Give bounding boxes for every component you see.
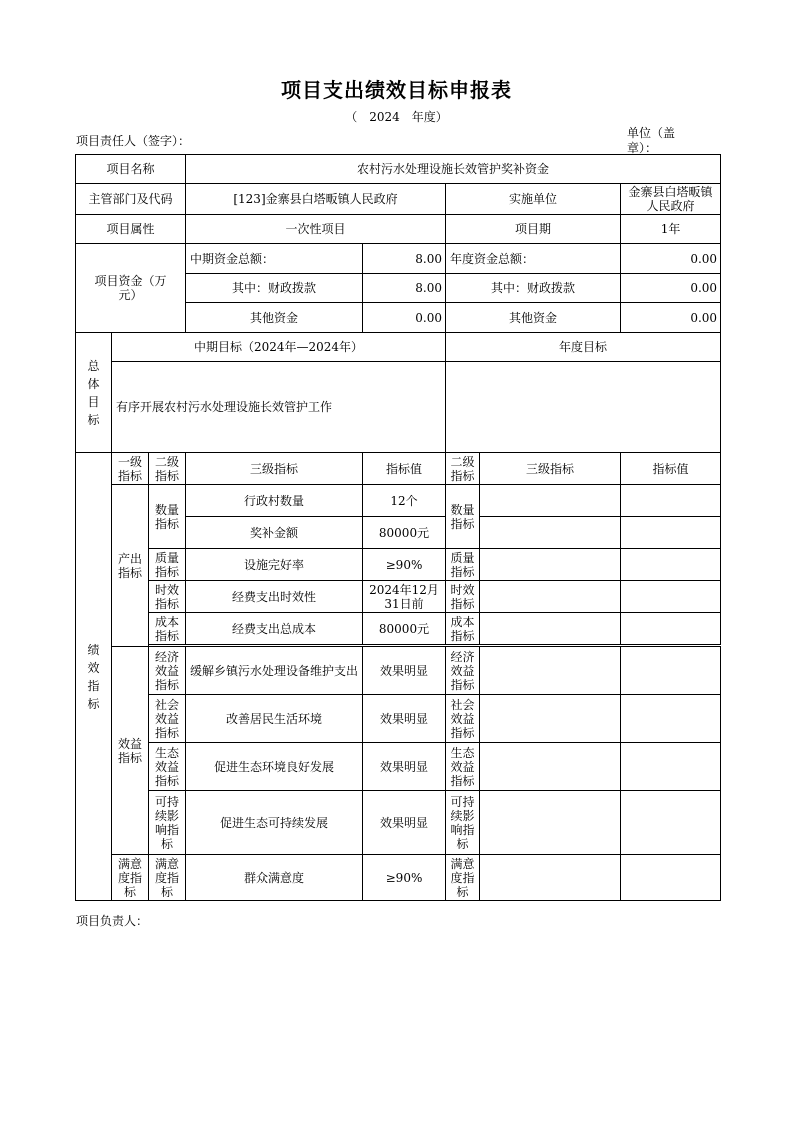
year-row-value (621, 517, 721, 549)
table-row-l2: 质量指标 (149, 549, 186, 581)
year-row-value (621, 647, 721, 695)
year-value-header: 指标值 (621, 453, 721, 485)
table-row-l3: 经费支出总成本 (186, 613, 363, 645)
year-row-l3 (480, 695, 621, 743)
year-row-l3 (480, 743, 621, 791)
table-row-l2: 经济效益指标 (149, 647, 186, 695)
year-row-value (621, 855, 721, 901)
year-goal-header: 年度目标 (446, 333, 721, 362)
table-row-l2: 满意度指标 (149, 855, 186, 901)
page-title: 项目支出绩效目标申报表 (281, 78, 512, 102)
year-goal-text (446, 362, 721, 453)
year-row-l2: 生态效益指标 (446, 743, 480, 791)
year-row-l2: 成本指标 (446, 613, 480, 645)
table-row-value: 效果明显 (363, 791, 446, 855)
year-total-value: 0.00 (621, 244, 721, 274)
indicators-label: 绩效指标 (76, 453, 112, 901)
table-row-l2: 时效指标 (149, 581, 186, 613)
year-level3-header: 三级指标 (480, 453, 621, 485)
year-row-value (621, 485, 721, 517)
leader-sign-label: 项目负责人： (76, 914, 149, 928)
year-other-label: 其他资金 (446, 303, 621, 333)
table-row-l3: 促进生态可持续发展 (186, 791, 363, 855)
year-row-value (621, 549, 721, 581)
impl-value: 金寨县白塔畈镇人民政府 (621, 184, 721, 215)
year-row-value (621, 743, 721, 791)
table-row-value: 效果明显 (363, 647, 446, 695)
table-row-l3: 行政村数量 (186, 485, 363, 517)
funds-label: 项目资金（万元） (76, 244, 186, 333)
value-header: 指标值 (363, 453, 446, 485)
year-fiscal-value: 0.00 (621, 274, 721, 303)
mid-other-label: 其他资金 (186, 303, 363, 333)
table-row-l2: 生态效益指标 (149, 743, 186, 791)
table-row-l3: 经费支出时效性 (186, 581, 363, 613)
overall-goal-label: 总体目标 (76, 333, 112, 453)
year-row-l3 (480, 485, 621, 517)
mid-fiscal-label: 其中：财政拨款 (186, 274, 363, 303)
period-value: 1年 (621, 215, 721, 244)
table-row-l2: 社会效益指标 (149, 695, 186, 743)
table-row-l3: 奖补金额 (186, 517, 363, 549)
impl-label: 实施单位 (446, 184, 621, 215)
year-fiscal-label: 其中：财政拨款 (446, 274, 621, 303)
mid-fiscal-value: 8.00 (363, 274, 446, 303)
table-row-value: 效果明显 (363, 695, 446, 743)
mid-goal-text: 有序开展农村污水处理设施长效管护工作 (112, 362, 446, 453)
year-total-label: 年度资金总额： (446, 244, 621, 274)
year-row-l3 (480, 581, 621, 613)
year-row-l2: 时效指标 (446, 581, 480, 613)
year-row-l2: 满意度指标 (446, 855, 480, 901)
table-row-l3: 群众满意度 (186, 855, 363, 901)
attr-value: 一次性项目 (186, 215, 446, 244)
table-row-value: 2024年12月31日前 (363, 581, 446, 613)
performance-goal-table (75, 154, 721, 901)
output-indicator-label: 产出指标 (112, 485, 149, 647)
table-row-l3: 促进生态环境良好发展 (186, 743, 363, 791)
mid-other-value: 0.00 (363, 303, 446, 333)
table-row-l3: 改善居民生活环境 (186, 695, 363, 743)
table-row-value: 80000元 (363, 517, 446, 549)
project-name-label: 项目名称 (76, 155, 186, 184)
mid-total-label: 中期资金总额： (186, 244, 363, 274)
project-name-value: 农村污水处理设施长效管护奖补资金 (186, 155, 721, 184)
period-label: 项目期 (446, 215, 621, 244)
year-row-l3 (480, 791, 621, 855)
table-row-value: 12个 (363, 485, 446, 517)
benefit-indicator-label: 效益指标 (112, 647, 149, 855)
responsible-sign-label: 项目责任人（签字）： (76, 134, 191, 148)
level3-header: 三级指标 (186, 453, 363, 485)
year-row-l3 (480, 517, 621, 549)
table-row-value: 80000元 (363, 613, 446, 645)
attr-label: 项目属性 (76, 215, 186, 244)
year-row-l3 (480, 549, 621, 581)
dept-value: [123]金寨县白塔畈镇人民政府 (186, 184, 446, 215)
year-row-l3 (480, 855, 621, 901)
year-row-l2: 社会效益指标 (446, 695, 480, 743)
year-row-l3 (480, 647, 621, 695)
level2-header: 二级指标 (149, 453, 186, 485)
level1-header: 一级指标 (112, 453, 149, 485)
year-other-value: 0.00 (621, 303, 721, 333)
year-row-l2: 数量指标 (446, 485, 480, 549)
table-row-l2: 数量指标 (149, 485, 186, 549)
year-row-value (621, 581, 721, 613)
year-row-l2: 可持续影响指标 (446, 791, 480, 855)
year-row-value (621, 695, 721, 743)
year-row-value (621, 791, 721, 855)
satisfaction-indicator-label: 满意度指标 (112, 855, 149, 901)
unit-stamp-label: 单位（盖章）： (627, 126, 676, 154)
table-row-value: 效果明显 (363, 743, 446, 791)
year-row-l2: 经济效益指标 (446, 647, 480, 695)
year-level2-header: 二级指标 (446, 453, 480, 485)
year-row-l2: 质量指标 (446, 549, 480, 581)
table-row-l2: 成本指标 (149, 613, 186, 645)
mid-goal-header: 中期目标（2024年—2024年） (112, 333, 446, 362)
table-row-value: ≥90% (363, 855, 446, 901)
table-row-l2: 可持续影响指标 (149, 791, 186, 855)
table-row-l3: 设施完好率 (186, 549, 363, 581)
year-row-l3 (480, 613, 621, 645)
year-line: （ 2024 年度） (345, 110, 448, 124)
dept-label: 主管部门及代码 (76, 184, 186, 215)
table-row-value: ≥90% (363, 549, 446, 581)
year-row-value (621, 613, 721, 645)
table-row-l3: 缓解乡镇污水处理设备维护支出 (186, 647, 363, 695)
mid-total-value: 8.00 (363, 244, 446, 274)
